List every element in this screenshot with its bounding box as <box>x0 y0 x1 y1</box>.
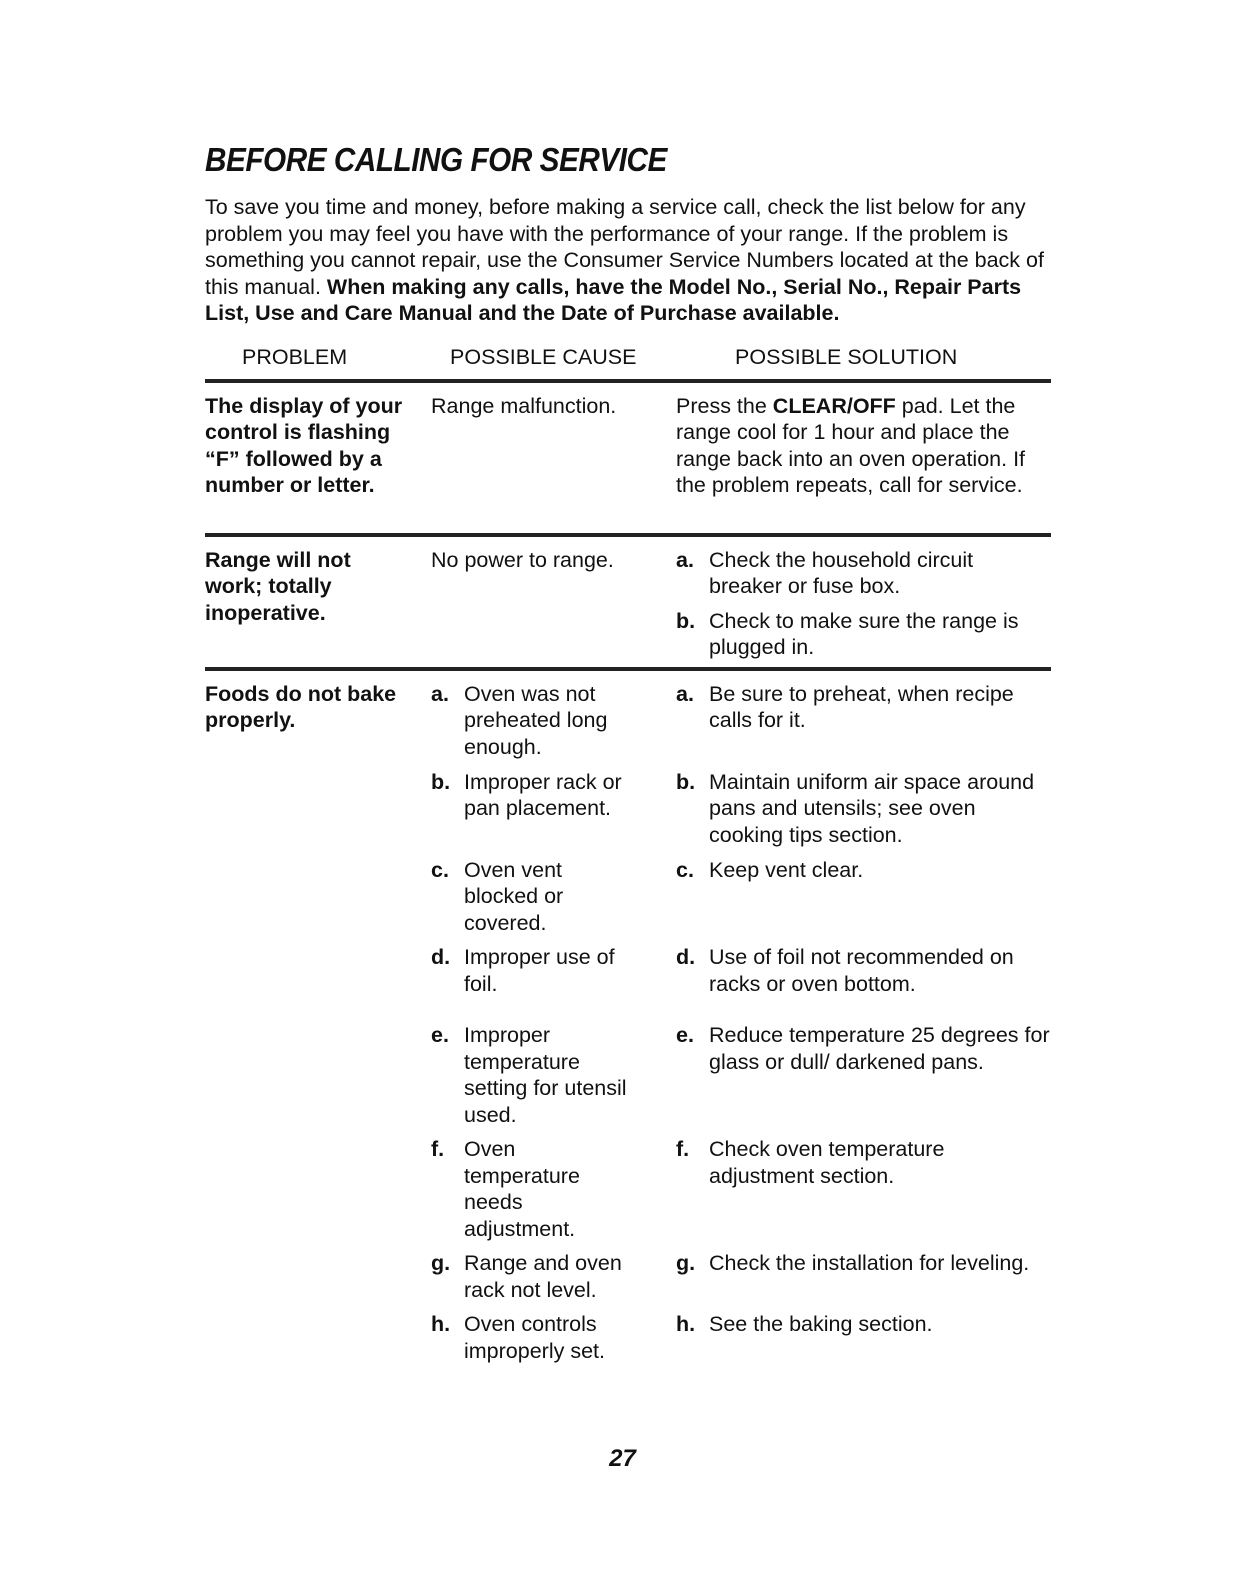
cause-solution-pair <box>205 857 1051 945</box>
item-letter: f. <box>676 1137 690 1161</box>
item-letter: c. <box>431 857 449 882</box>
solution-item <box>676 1250 1051 1277</box>
item-text: Check the household circuit breaker or fuse box. <box>709 547 974 598</box>
cause-item <box>431 944 676 997</box>
problem-cell-empty <box>205 1311 431 1372</box>
solution-item <box>676 769 1051 849</box>
solution-cell <box>676 1250 1051 1311</box>
cause-item <box>431 769 676 822</box>
item-letter: e. <box>676 1023 694 1047</box>
problem-cell-empty <box>205 1022 431 1136</box>
cause-solution-pair <box>205 1311 1051 1372</box>
item-letter: b. <box>431 769 451 794</box>
cause-cell: No power to range. <box>431 547 614 572</box>
solution-text: pad. Let the range cool for 1 hour and place the range back into an oven operation. If the problem repeats, call for service. <box>676 393 1026 497</box>
solution-item <box>676 547 1051 600</box>
problem-cell-empty <box>205 944 431 1022</box>
item-letter: g. <box>431 1251 451 1275</box>
cause-solution-pair <box>205 769 1051 857</box>
item-text: Oven temperature needs adjustment. <box>464 1137 580 1241</box>
item-text: Be sure to preheat, when recipe calls for it. <box>709 681 1014 732</box>
cause-solution-pair <box>205 1250 1051 1311</box>
cause-cell <box>431 1250 676 1311</box>
item-text: Check to make sure the range is plugged in. <box>709 608 1019 659</box>
item-letter: f. <box>431 1137 445 1161</box>
header-solution: POSSIBLE SOLUTION <box>735 344 958 369</box>
cause-item <box>431 1311 676 1364</box>
item-text: Use of foil not recommended on racks or oven bottom. <box>709 945 1014 996</box>
solution-cell <box>676 1136 1051 1250</box>
cause-solution-pair <box>205 1022 1051 1136</box>
cause-cell <box>431 944 676 1022</box>
solution-cell <box>676 1022 1051 1136</box>
cause-solution-pair <box>205 1136 1051 1250</box>
item-text: Oven was not preheated long enough. <box>464 681 608 759</box>
item-text: Improper use of foil. <box>464 945 615 996</box>
item-text: Check the installation for leveling. <box>709 1251 1030 1275</box>
item-letter: h. <box>431 1312 451 1336</box>
table-row <box>205 671 1051 1373</box>
solution-text: Press the <box>676 393 773 418</box>
item-letter: c. <box>676 857 694 882</box>
item-letter: a. <box>431 681 449 706</box>
solution-item <box>676 944 1051 997</box>
header-cause: POSSIBLE CAUSE <box>450 344 637 369</box>
problem-cell: The display of your control is flashing “F” followed by a number or letter. <box>205 393 403 497</box>
cause-item <box>431 1022 676 1128</box>
item-text: See the baking section. <box>709 1312 933 1336</box>
item-letter: b. <box>676 608 696 633</box>
cause-item <box>431 1136 676 1242</box>
cause-item <box>431 1250 676 1303</box>
intro-bold-text: When making any calls, have the Model No., Serial No., Repair Parts List, Use and Care Manual and the Date of Purchase available. <box>205 274 1022 325</box>
clear-off-pad-label: CLEAR/OFF <box>772 393 896 418</box>
cause-solution-pair <box>205 681 1051 769</box>
item-text: Oven vent blocked or covered. <box>464 857 564 935</box>
cause-item <box>431 857 676 937</box>
intro-text: To save you time and money, before making a service call, check the list below for any problem you may feel you have with the performance of your range. If the problem is something you cannot repair, use the Consumer Service Numbers located at the back of this manual. <box>205 195 1044 299</box>
item-letter: b. <box>676 769 696 794</box>
intro-paragraph <box>205 194 1051 327</box>
item-text: Range and oven rack not level. <box>464 1251 622 1302</box>
problem-cell-empty <box>205 1136 431 1250</box>
item-text: Improper temperature setting for utensil used. <box>464 1023 627 1127</box>
solution-cell <box>676 681 1051 769</box>
item-letter: h. <box>676 1312 696 1336</box>
solution-cell <box>676 1311 1051 1372</box>
cause-cell <box>431 1136 676 1250</box>
table-header <box>205 345 1051 379</box>
page-content <box>205 138 1051 1372</box>
item-text: Oven controls improperly set. <box>464 1312 605 1363</box>
problem-cell-empty <box>205 1250 431 1311</box>
solution-cell <box>676 857 1051 945</box>
solution-item <box>676 1311 1051 1338</box>
item-letter: d. <box>676 945 696 969</box>
item-letter: a. <box>676 547 694 572</box>
solution-cell <box>676 944 1051 1022</box>
solution-item <box>676 608 1051 661</box>
table-row <box>205 383 1051 533</box>
item-text: Maintain uniform air space around pans and utensils; see oven cooking tips section. <box>709 769 1035 847</box>
cause-cell <box>431 769 676 857</box>
cause-cell <box>431 857 676 945</box>
item-text: Reduce temperature 25 degrees for glass or dull/ darkened pans. <box>709 1023 1050 1074</box>
solution-item <box>676 1022 1051 1075</box>
solution-cell <box>676 393 1051 533</box>
item-letter: d. <box>431 945 451 969</box>
cause-item <box>431 681 676 761</box>
cause-cell <box>431 681 676 769</box>
item-letter: e. <box>431 1023 449 1047</box>
problem-cell: Foods do not bake properly. <box>205 681 397 732</box>
page-title: BEFORE CALLING FOR SERVICE <box>205 141 667 178</box>
header-problem: PROBLEM <box>242 344 348 369</box>
cause-cell: Range malfunction. <box>431 393 617 418</box>
item-letter: g. <box>676 1251 696 1275</box>
solution-item <box>676 857 1051 884</box>
cause-solution-pair <box>205 944 1051 1022</box>
solution-cell <box>676 547 1051 667</box>
item-text: Keep vent clear. <box>709 857 864 882</box>
cause-cell <box>431 1022 676 1136</box>
page-number: 27 <box>609 1445 636 1472</box>
item-text: Check oven temperature adjustment section. <box>709 1137 945 1188</box>
cause-cell <box>431 1311 676 1372</box>
solution-cell <box>676 769 1051 857</box>
pairs-container <box>205 681 1051 1373</box>
item-letter: a. <box>676 681 694 706</box>
table-row <box>205 537 1051 667</box>
item-text: Improper rack or pan placement. <box>464 769 622 820</box>
problem-cell: Range will not work; totally inoperative. <box>205 547 351 625</box>
solution-item <box>676 681 1051 734</box>
problem-cell-empty <box>205 769 431 857</box>
solution-item <box>676 1136 1051 1189</box>
problem-cell-empty <box>205 857 431 945</box>
